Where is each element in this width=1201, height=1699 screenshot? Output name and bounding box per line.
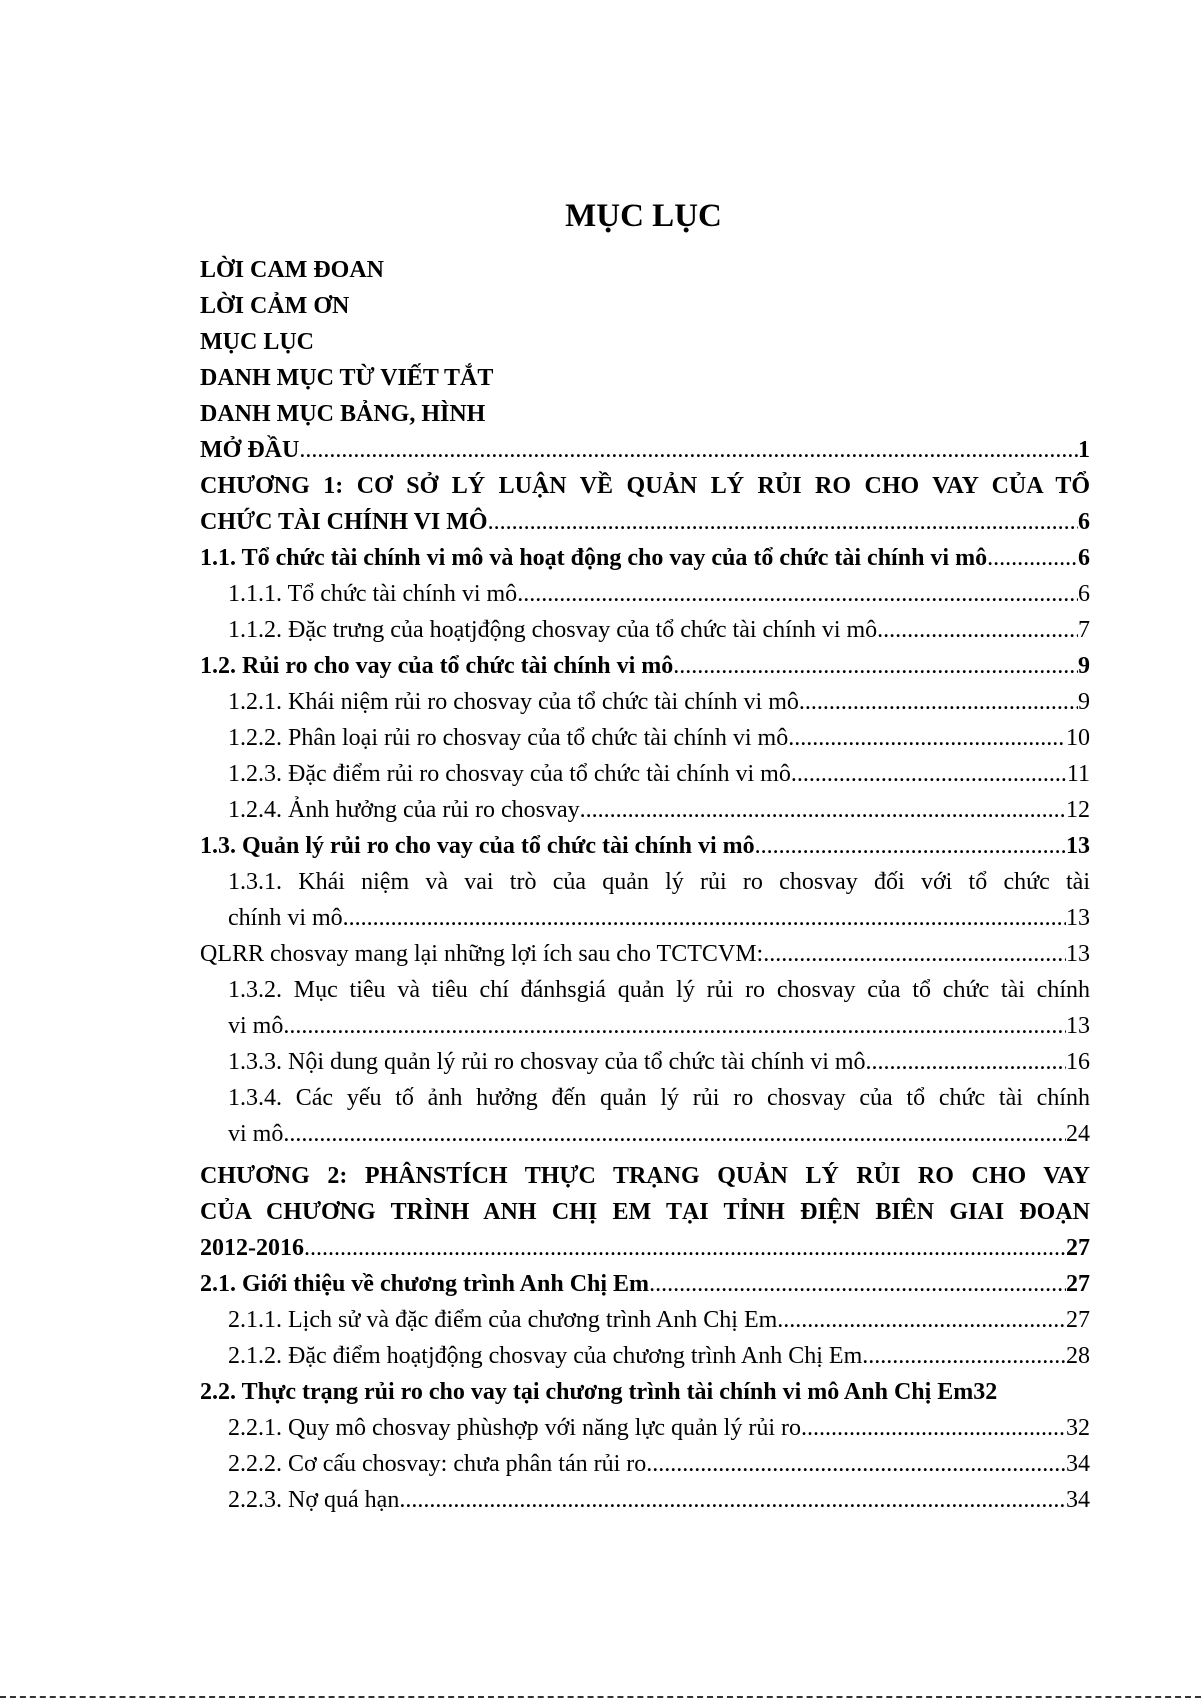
toc-entry-text: 1.2.2. Phân loại rủi ro chosvay của tổ chức tài chính vi mô <box>228 725 789 751</box>
toc-leader-dots <box>283 1008 1066 1044</box>
toc-page-number: 13 <box>1066 941 1090 967</box>
toc-page-number: 1 <box>1078 437 1090 463</box>
toc-page-number: 16 <box>1066 1049 1090 1075</box>
toc-leader-dots <box>488 504 1078 540</box>
toc-subsection-1-3-1-line-2 <box>228 900 1090 936</box>
toc-entry-text: 1.2.4. Ảnh hưởng của rủi ro chosvay <box>228 797 580 823</box>
toc-entry-text: CHỨC TÀI CHÍNH VI MÔ <box>200 509 488 535</box>
toc-page-number: 13 <box>1066 833 1090 859</box>
toc-entry-text: 1.1.1. Tổ chức tài chính vi mô <box>228 581 518 607</box>
toc-section-1-3 <box>200 828 1090 864</box>
toc-subsection-1-1-1 <box>228 576 1090 612</box>
toc-entry-qlrr <box>200 936 1090 972</box>
toc-entry-text: chính vi mô <box>228 905 343 931</box>
toc-leader-dots <box>580 792 1066 828</box>
toc-page-number: 9 <box>1078 653 1090 679</box>
toc-leader-dots <box>755 828 1066 864</box>
toc-entry-text: 1.2. Rủi ro cho vay của tổ chức tài chính vi mô <box>200 653 674 679</box>
toc-leader-dots <box>517 576 1078 612</box>
toc-page-number: 12 <box>1066 797 1090 823</box>
toc-entry-text: vi mô <box>228 1121 284 1147</box>
toc-leader-dots <box>777 1302 1066 1338</box>
toc-leader-dots <box>788 720 1066 756</box>
toc-leader-dots <box>299 432 1078 468</box>
toc-entry-text: 2.2.3. Nợ quá hạn <box>228 1487 400 1513</box>
toc-leader-dots <box>673 648 1078 684</box>
toc-entry-text: 1.1.2. Đặc trưng của hoạtjđộng chosvay của tổ chức tài chính vi mô <box>228 617 878 643</box>
toc-page-number: 9 <box>1078 689 1090 715</box>
toc-subsection-2-1-1 <box>228 1302 1090 1338</box>
toc-entry-danh-muc-tu-viet-tat: DANH MỤC TỪ VIẾT TẮT <box>200 365 494 391</box>
toc-subsection-1-1-2 <box>228 612 1090 648</box>
page-title: MỤC LỤC <box>565 198 722 234</box>
toc-page-number: 27 <box>1066 1271 1090 1297</box>
toc-entry-text: 1.2.3. Đặc điểm rủi ro chosvay của tổ chức tài chính vi mô <box>228 761 791 787</box>
toc-subsection-1-2-4 <box>228 792 1090 828</box>
toc-entry-text: QLRR chosvay mang lại những lợi ích sau cho TCTCVM: <box>200 941 764 967</box>
toc-chapter-2-line-1: CHƯƠNG 2: PHÂNSTÍCH THỰC TRẠNG QUẢN LÝ RỦI RO CHO VAY <box>200 1163 1090 1189</box>
toc-page-number: 32 <box>1066 1415 1090 1441</box>
toc-subsection-1-3-3 <box>228 1044 1090 1080</box>
toc-chapter-2-line-2: CỦA CHƯƠNG TRÌNH ANH CHỊ EM TẠI TỈNH ĐIỆN BIÊN GIAI ĐOẠN <box>200 1199 1090 1225</box>
toc-leader-dots <box>791 756 1067 792</box>
toc-leader-dots <box>649 1266 1066 1302</box>
toc-section-2-1 <box>200 1266 1090 1302</box>
toc-subsection-1-3-4-line-1: 1.3.4. Các yếu tố ảnh hưởng đến quản lý rủi ro chosvay của tổ chức tài chính <box>228 1085 1090 1111</box>
toc-entry-text: 2.1. Giới thiệu về chương trình Anh Chị Em <box>200 1271 650 1297</box>
toc-page-number: 24 <box>1066 1121 1090 1147</box>
toc-leader-dots <box>862 1338 1066 1374</box>
toc-entry-text: 1.3. Quản lý rủi ro cho vay của tổ chức tài chính vi mô <box>200 833 755 859</box>
toc-page-number: 34 <box>1066 1451 1090 1477</box>
toc-subsection-1-2-2 <box>228 720 1090 756</box>
page-bottom-rule <box>0 1696 1201 1698</box>
toc-leader-dots <box>866 1044 1066 1080</box>
toc-subsection-2-1-2 <box>228 1338 1090 1374</box>
toc-chapter-1-line-1: CHƯƠNG 1: CƠ SỞ LÝ LUẬN VỀ QUẢN LÝ RỦI RO CHO VAY CỦA TỔ <box>200 473 1090 499</box>
toc-page-number: 13 <box>1066 1013 1090 1039</box>
toc-subsection-1-3-4-line-2 <box>228 1116 1090 1152</box>
toc-subsection-2-2-1 <box>228 1410 1090 1446</box>
toc-entry-text: 2012-2016 <box>200 1235 304 1261</box>
toc-leader-dots <box>987 540 1078 576</box>
toc-page-number: 6 <box>1078 581 1090 607</box>
toc-chapter-1-line-2 <box>200 504 1090 540</box>
toc-leader-dots <box>646 1446 1066 1482</box>
toc-subsection-1-2-3 <box>228 756 1090 792</box>
toc-page-number: 11 <box>1066 761 1090 787</box>
toc-entry-text: 1.3.3. Nội dung quản lý rủi ro chosvay của tổ chức tài chính vi mô <box>228 1049 866 1075</box>
toc-entry-text: 1.2.1. Khái niệm rủi ro chosvay của tổ chức tài chính vi mô <box>228 689 799 715</box>
toc-entry-text: MỞ ĐẦU <box>200 437 300 463</box>
toc-entry-mo-dau <box>200 432 1090 468</box>
toc-page-number: 10 <box>1066 725 1090 751</box>
toc-entry-danh-muc-bang-hinh: DANH MỤC BẢNG, HÌNH <box>200 401 486 427</box>
toc-leader-dots <box>763 936 1066 972</box>
toc-entry-text: 1.1. Tổ chức tài chính vi mô và hoạt động cho vay của tổ chức tài chính vi mô <box>200 545 988 571</box>
toc-section-2-2: 2.2. Thực trạng rủi ro cho vay tại chương trình tài chính vi mô Anh Chị Em32 <box>200 1379 998 1405</box>
toc-leader-dots <box>304 1230 1066 1266</box>
toc-entry-text: 2.2.2. Cơ cấu chosvay: chưa phân tán rủi ro <box>228 1451 647 1477</box>
toc-page-number: 13 <box>1066 905 1090 931</box>
toc-entry-text: 2.2.1. Quy mô chosvay phùshợp với năng lực quản lý rủi ro <box>228 1415 801 1441</box>
toc-page-number: 7 <box>1078 617 1090 643</box>
toc-entry-loi-cam-doan: LỜI CAM ĐOAN <box>200 257 384 283</box>
toc-subsection-1-3-2-line-2 <box>228 1008 1090 1044</box>
toc-subsection-1-3-2-line-1: 1.3.2. Mục tiêu và tiêu chí đánhsgiá quản lý rủi ro chosvay của tổ chức tài chính <box>228 977 1090 1003</box>
toc-leader-dots <box>801 1410 1066 1446</box>
toc-subsection-2-2-2 <box>228 1446 1090 1482</box>
toc-subsection-2-2-3 <box>228 1482 1090 1518</box>
toc-subsection-1-2-1 <box>228 684 1090 720</box>
toc-entry-text: vi mô <box>228 1013 284 1039</box>
toc-section-1-2 <box>200 648 1090 684</box>
toc-subsection-1-3-1-line-1: 1.3.1. Khái niệm và vai trò của quản lý rủi ro chosvay đối với tổ chức tài <box>228 869 1090 895</box>
toc-leader-dots <box>283 1116 1066 1152</box>
toc-entry-text: 2.1.1. Lịch sử và đặc điểm của chương trình Anh Chị Em <box>228 1307 778 1333</box>
toc-entry-loi-cam-on: LỜI CẢM ƠN <box>200 293 350 319</box>
toc-leader-dots <box>399 1482 1066 1518</box>
toc-page-number: 27 <box>1066 1235 1090 1261</box>
toc-entry-text: 2.1.2. Đặc điểm hoạtjđộng chosvay của chương trình Anh Chị Em <box>228 1343 863 1369</box>
toc-leader-dots <box>877 612 1078 648</box>
toc-leader-dots <box>799 684 1078 720</box>
toc-page-number: 6 <box>1078 509 1090 535</box>
toc-entry-muc-luc: MỤC LỤC <box>200 329 314 355</box>
toc-page-number: 6 <box>1078 545 1090 571</box>
toc-page-number: 34 <box>1066 1487 1090 1513</box>
toc-section-1-1 <box>200 540 1090 576</box>
toc-page-number: 27 <box>1066 1307 1090 1333</box>
toc-leader-dots <box>343 900 1066 936</box>
toc-chapter-2-line-3 <box>200 1230 1090 1266</box>
toc-page-number: 28 <box>1066 1343 1090 1369</box>
